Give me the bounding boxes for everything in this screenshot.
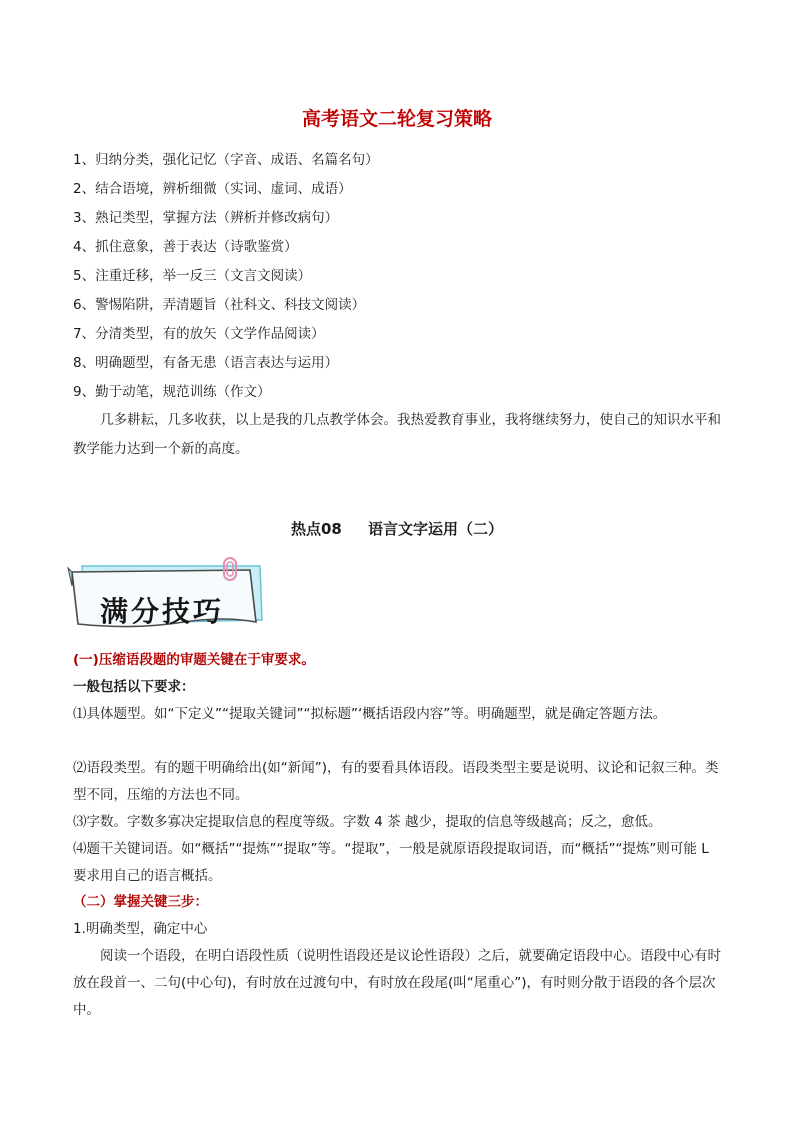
- step-1-title: 1.明确类型，确定中心: [73, 921, 208, 937]
- section-1-subheading: 一般包括以下要求：: [73, 679, 195, 695]
- requirement-item: ⑷题干关键词语。如“概括”“提炼”“提取”等。“提取”，一般是就原语段提取词语，而“概括”“提炼”则可能 L 要求用自己的语言概括。: [73, 841, 709, 884]
- section-2-heading: （二）掌握关键三步：: [73, 894, 208, 910]
- list-item: 7、分清类型，有的放矢（文学作品阅读）: [73, 326, 325, 342]
- list-item: 1、归纳分类，强化记忆（字音、成语、名篇名句）: [73, 152, 379, 168]
- list-item: 4、抓住意象，善于表达（诗歌鉴赏）: [73, 239, 298, 255]
- list-item: 2、结合语境，辨析细微（实词、虚词、成语）: [73, 181, 352, 197]
- hotspot-title: 语言文字运用（二）: [367, 520, 503, 538]
- list-item: 9、勤于动笔，规范训练（作文）: [73, 384, 271, 400]
- list-item: 5、注重迁移，举一反三（文言文阅读）: [73, 268, 312, 284]
- banner-text: 满分技巧: [100, 595, 225, 628]
- list-item: 3、熟记类型，掌握方法（辨析并修改病句）: [73, 210, 339, 226]
- hotspot-heading: [0, 518, 794, 539]
- list-item: 8、明确题型，有备无患（语言表达与运用）: [73, 355, 339, 371]
- full-score-tips-banner: [64, 556, 274, 640]
- step-1-text: 阅读一个语段，在明白语段性质（说明性语段还是议论性语段）之后，就要确定语段中心。语段中心有时放在段首一、二句(中心句)，有时放在过渡句中，有时放在段尾(叫“尾重心”)，有时则分散于语段的各个层次中。: [73, 948, 721, 1018]
- requirement-item: ⑵语段类型。有的题干明确给出(如“新闻”)，有的要看具体语段。语段类型主要是说明、议论和记叙三种。类型不同，压缩的方法也不同。: [73, 760, 719, 803]
- list-item: 6、警惕陷阱，弄清题旨（社科文、科技文阅读）: [73, 297, 366, 313]
- closing-paragraph: 几多耕耘，几多收获，以上是我的几点教学体会。我热爱教育事业，我将继续努力，使自己的知识水平和教学能力达到一个新的高度。: [73, 412, 721, 457]
- hotspot-label: 热点08: [290, 520, 342, 538]
- requirement-item: ⑶字数。字数多寡决定提取信息的程度等级。字数 4 茶 越少，提取的信息等级越高；反之，愈低。: [73, 814, 662, 830]
- strategy-list: [73, 150, 379, 411]
- section-1-heading: (一)压缩语段题的审题关键在于审要求。: [73, 652, 315, 668]
- requirement-item: ⑴具体题型。如“下定义”“提取关键词”“拟标题”‘概括语段内容”等。明确题型，就是确定答题方法。: [73, 706, 667, 722]
- document-title: 高考语文二轮复习策略: [301, 108, 492, 130]
